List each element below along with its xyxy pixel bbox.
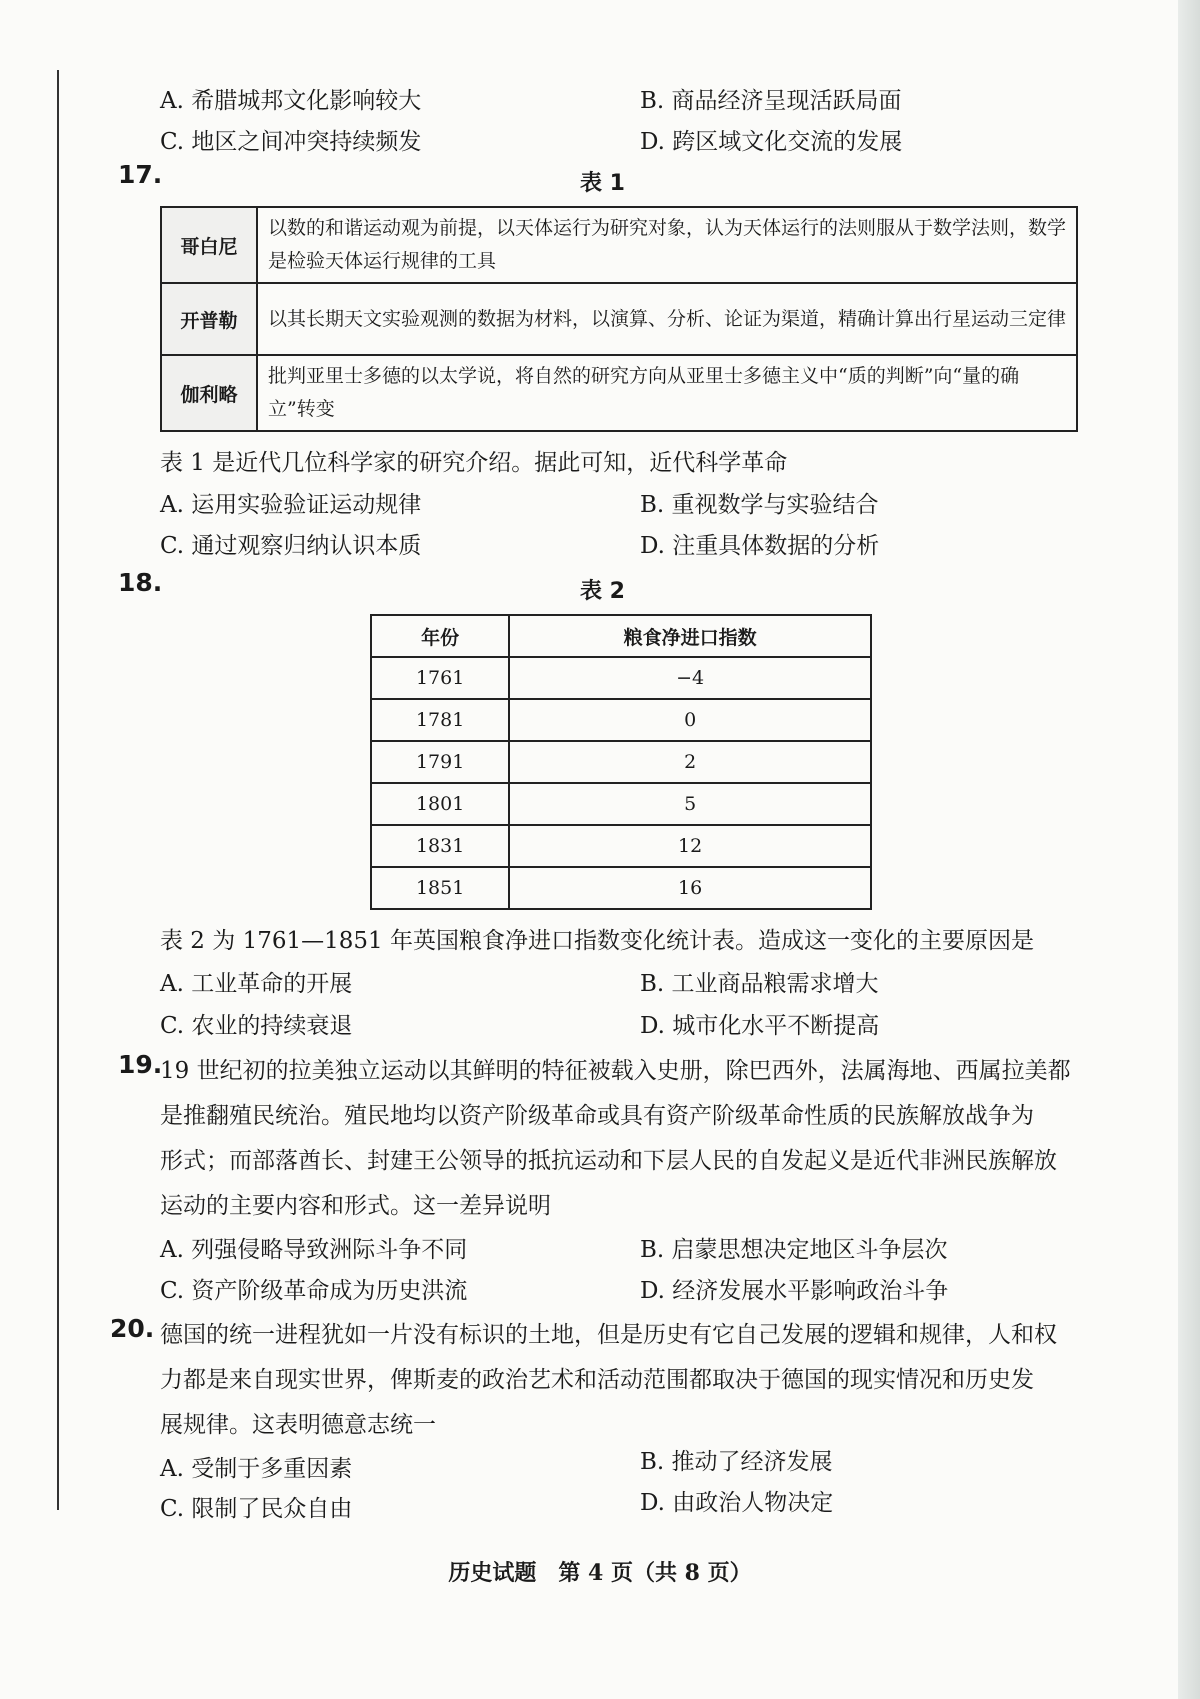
- scientist-desc: 批判亚里士多德的以太学说，将自然的研究方向从亚里士多德主义中“质的判断”向“量的确立”转变: [257, 355, 1077, 431]
- q18-option-c: C. 农业的持续衰退: [160, 1013, 353, 1039]
- index-cell: −4: [509, 657, 871, 699]
- index-cell: 16: [509, 867, 871, 909]
- table1-caption: 表 1: [580, 171, 625, 196]
- table-row: [371, 867, 871, 909]
- q20-option-a: A. 受制于多重因素: [160, 1456, 353, 1482]
- q17-option-b: B. 重视数学与实验结合: [640, 492, 879, 518]
- q17-option-a: A. 运用实验验证运动规律: [160, 492, 422, 518]
- q17-option-d: D. 注重具体数据的分析: [640, 533, 880, 559]
- q19-stem-line: 形式；而部落酋长、封建王公领导的抵抗运动和下层人民的自发起义是近代非洲民族解放: [160, 1148, 1057, 1174]
- table2-caption: 表 2: [580, 579, 625, 604]
- table-row: [371, 741, 871, 783]
- table1: [160, 206, 1078, 432]
- q16-option-b: B. 商品经济呈现活跃局面: [640, 88, 902, 114]
- table-row: [161, 355, 1077, 431]
- index-cell: 0: [509, 699, 871, 741]
- index-cell: 12: [509, 825, 871, 867]
- q19-stem-line: 是推翻殖民统治。殖民地均以资产阶级革命或具有资产阶级革命性质的民族解放战争为: [160, 1103, 1034, 1129]
- year-cell: 1801: [371, 783, 509, 825]
- q18-number: 18.: [118, 568, 163, 597]
- q19-option-a: A. 列强侵略导致洲际斗争不同: [160, 1237, 468, 1263]
- year-cell: 1761: [371, 657, 509, 699]
- q18-option-d: D. 城市化水平不断提高: [640, 1013, 880, 1039]
- page-footer: 历史试题 第 4 页（共 8 页）: [448, 1560, 752, 1586]
- q20-number: 20.: [110, 1314, 155, 1343]
- scan-edge: [1178, 0, 1200, 1699]
- q20-option-b: B. 推动了经济发展: [640, 1449, 833, 1475]
- table-row: [371, 783, 871, 825]
- scientist-desc: 以其长期天文实验观测的数据为材料，以演算、分析、论证为渠道，精确计算出行星运动三定律: [257, 283, 1077, 355]
- q19-stem-line: 运动的主要内容和形式。这一差异说明: [160, 1193, 551, 1219]
- year-cell: 1781: [371, 699, 509, 741]
- q17-option-c: C. 通过观察归纳认识本质: [160, 533, 422, 559]
- q16-option-c: C. 地区之间冲突持续频发: [160, 129, 422, 155]
- q20-option-c: C. 限制了民众自由: [160, 1496, 353, 1522]
- q16-option-a: A. 希腊城邦文化影响较大: [160, 88, 422, 114]
- q17-number: 17.: [118, 160, 163, 189]
- scientist-name: 哥白尼: [161, 207, 257, 283]
- q18-option-a: A. 工业革命的开展: [160, 971, 353, 997]
- table-header-row: [371, 615, 871, 657]
- q19-number: 19.: [118, 1050, 163, 1079]
- scientist-desc: 以数的和谐运动观为前提，以天体运行为研究对象，认为天体运行的法则服从于数学法则，数学是检验天体运行规律的工具: [257, 207, 1077, 283]
- q20-option-d: D. 由政治人物决定: [640, 1490, 834, 1516]
- year-cell: 1791: [371, 741, 509, 783]
- q18-option-b: B. 工业商品粮需求增大: [640, 971, 879, 997]
- column-header: 粮食净进口指数: [509, 615, 871, 657]
- index-cell: 5: [509, 783, 871, 825]
- year-cell: 1831: [371, 825, 509, 867]
- year-cell: 1851: [371, 867, 509, 909]
- q16-option-d: D. 跨区域文化交流的发展: [640, 129, 903, 155]
- q19-option-d: D. 经济发展水平影响政治斗争: [640, 1278, 949, 1304]
- scientist-name: 开普勒: [161, 283, 257, 355]
- binding-margin-line: [57, 70, 59, 1510]
- index-cell: 2: [509, 741, 871, 783]
- table-row: [371, 825, 871, 867]
- q20-stem-line: 德国的统一进程犹如一片没有标识的土地，但是历史有它自己发展的逻辑和规律，人和权: [160, 1322, 1057, 1348]
- q18-stem: 表 2 为 1761—1851 年英国粮食净进口指数变化统计表。造成这一变化的主要原因是: [160, 928, 1034, 954]
- q19-option-b: B. 启蒙思想决定地区斗争层次: [640, 1237, 948, 1263]
- table-row: [371, 657, 871, 699]
- table2: [370, 614, 872, 910]
- q19-option-c: C. 资产阶级革命成为历史洪流: [160, 1278, 468, 1304]
- scientist-name: 伽利略: [161, 355, 257, 431]
- q20-stem-line: 力都是来自现实世界，俾斯麦的政治艺术和活动范围都取决于德国的现实情况和历史发: [160, 1367, 1034, 1393]
- table-row: [161, 283, 1077, 355]
- q20-stem-line: 展规律。这表明德意志统一: [160, 1412, 436, 1438]
- column-header: 年份: [371, 615, 509, 657]
- q17-stem: 表 1 是近代几位科学家的研究介绍。据此可知，近代科学革命: [160, 450, 788, 476]
- q19-stem-line: 19 世纪初的拉美独立运动以其鲜明的特征被载入史册，除巴西外，法属海地、西属拉美都: [160, 1058, 1071, 1084]
- table-row: [371, 699, 871, 741]
- table-row: [161, 207, 1077, 283]
